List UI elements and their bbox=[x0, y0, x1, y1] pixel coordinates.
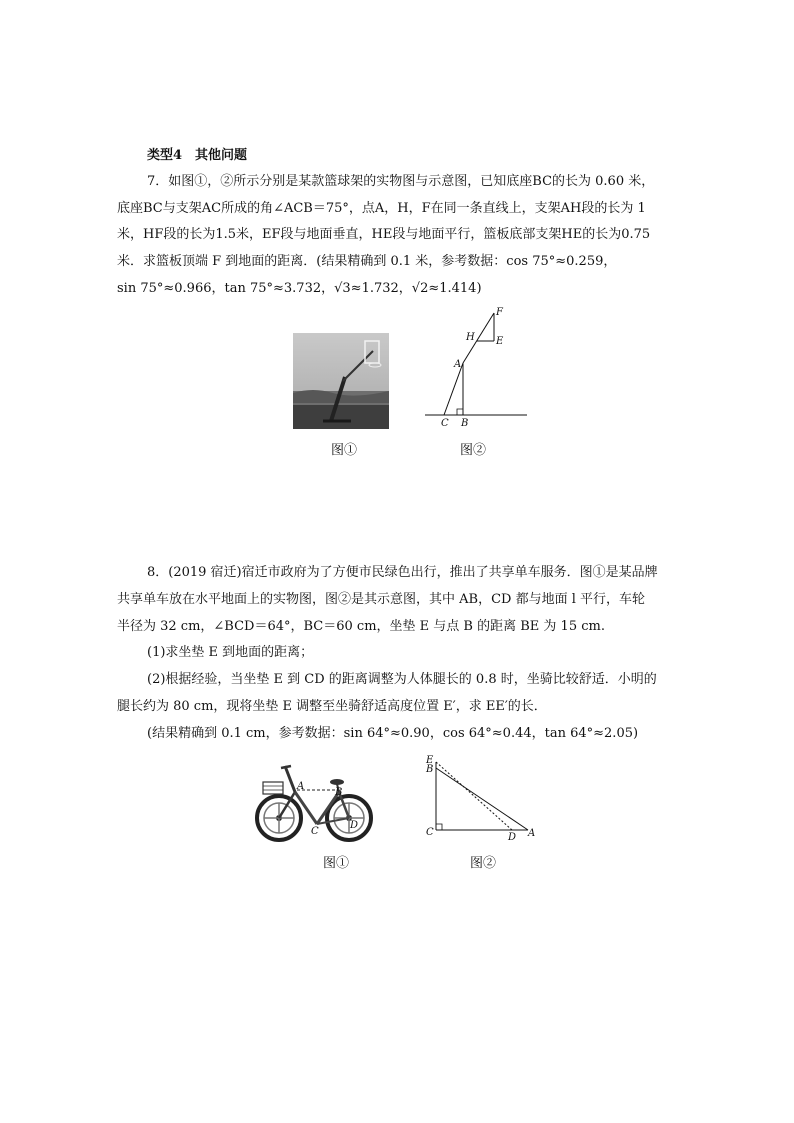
problem8-line-4: (1)求坐垫 E 到地面的距离； bbox=[147, 645, 314, 660]
problem7-schematic-diagram bbox=[420, 305, 530, 430]
bike-label-B: B bbox=[335, 787, 343, 798]
bike-label-C: C bbox=[311, 826, 319, 837]
problem8-line-2: 共享单车放在水平地面上的实物图，图②是其示意图，其中 AB，CD 都与地面 l 平行，车轮 bbox=[117, 592, 645, 607]
label-H: H bbox=[466, 332, 475, 343]
segment-ed-dashed bbox=[436, 762, 512, 830]
problem7-line-5: sin 75°≈0.966，tan 75°≈3.732，√3≈1.732，√2≈1.414) bbox=[117, 281, 482, 296]
problem7-line-1: 7．如图①，②所示分别是某款篮球架的实物图与示意图，已知底座BC的长为 0.60 米， bbox=[147, 174, 655, 189]
problem8-line-5: (2)根据经验，当坐垫 E 到 CD 的距离调整为人体腿长的 0.8 时，坐骑比较舒适．小明的 bbox=[147, 672, 657, 687]
bike-label-A: A bbox=[297, 781, 305, 792]
problem8-triangle-diagram bbox=[420, 750, 540, 842]
tri-label-D: D bbox=[508, 832, 517, 842]
tri-label-B: B bbox=[426, 764, 434, 775]
tri-label-A: A bbox=[528, 828, 536, 839]
basketball-hoop-photo bbox=[293, 333, 389, 429]
label-B: B bbox=[461, 418, 469, 429]
problem7-fig1-caption: 图① bbox=[331, 443, 358, 458]
problem8-line-1: 8．(2019 宿迁)宿迁市政府为了方便市民绿色出行，推出了共享单车服务．图①是某品牌 bbox=[147, 565, 658, 580]
problem8-fig2-caption: 图② bbox=[470, 856, 497, 871]
section-title: 类型4 其他问题 bbox=[147, 148, 248, 163]
label-A: A bbox=[454, 359, 462, 370]
segment-ba bbox=[436, 768, 528, 830]
right-angle-mark bbox=[457, 409, 463, 415]
tri-label-C: C bbox=[426, 827, 434, 838]
problem7-fig2-caption: 图② bbox=[460, 443, 487, 458]
problem8-line-6: 腿长约为 80 cm，现将坐垫 E 调整至坐骑舒适高度位置 E′，求 EE′的长． bbox=[117, 699, 547, 714]
tri-label-E: E bbox=[426, 755, 434, 766]
problem8-line-7: (结果精确到 0.1 cm，参考数据：sin 64°≈0.90，cos 64°≈0.44，tan 64°≈2.05) bbox=[147, 726, 639, 741]
problem7-line-4: 米．求篮板顶端 F 到地面的距离．(结果精确到 0.1 米，参考数据：cos 75°≈0.259， bbox=[117, 254, 617, 269]
label-C: C bbox=[441, 418, 449, 429]
right-angle-mark bbox=[436, 824, 442, 830]
label-F: F bbox=[496, 307, 503, 318]
bicycle-figure bbox=[255, 760, 373, 846]
bike-label-D: D bbox=[350, 820, 359, 831]
problem8-line-3: 半径为 32 cm，∠BCD＝64°，BC＝60 cm，坐垫 E 与点 B 的距离 BE 为 15 cm. bbox=[117, 619, 605, 634]
support-ac bbox=[444, 363, 463, 415]
problem7-line-2: 底座BC与支架AC所成的角∠ACB＝75°，点A，H，F在同一条直线上，支架AH段的长为 1 bbox=[117, 201, 646, 216]
label-E: E bbox=[496, 336, 504, 347]
problem8-fig1-caption: 图① bbox=[323, 856, 350, 871]
problem7-line-3: 米，HF段的长为1.5米，EF段与地面垂直，HE段与地面平行，篮板底部支架HE的长为0.75 bbox=[117, 227, 651, 242]
